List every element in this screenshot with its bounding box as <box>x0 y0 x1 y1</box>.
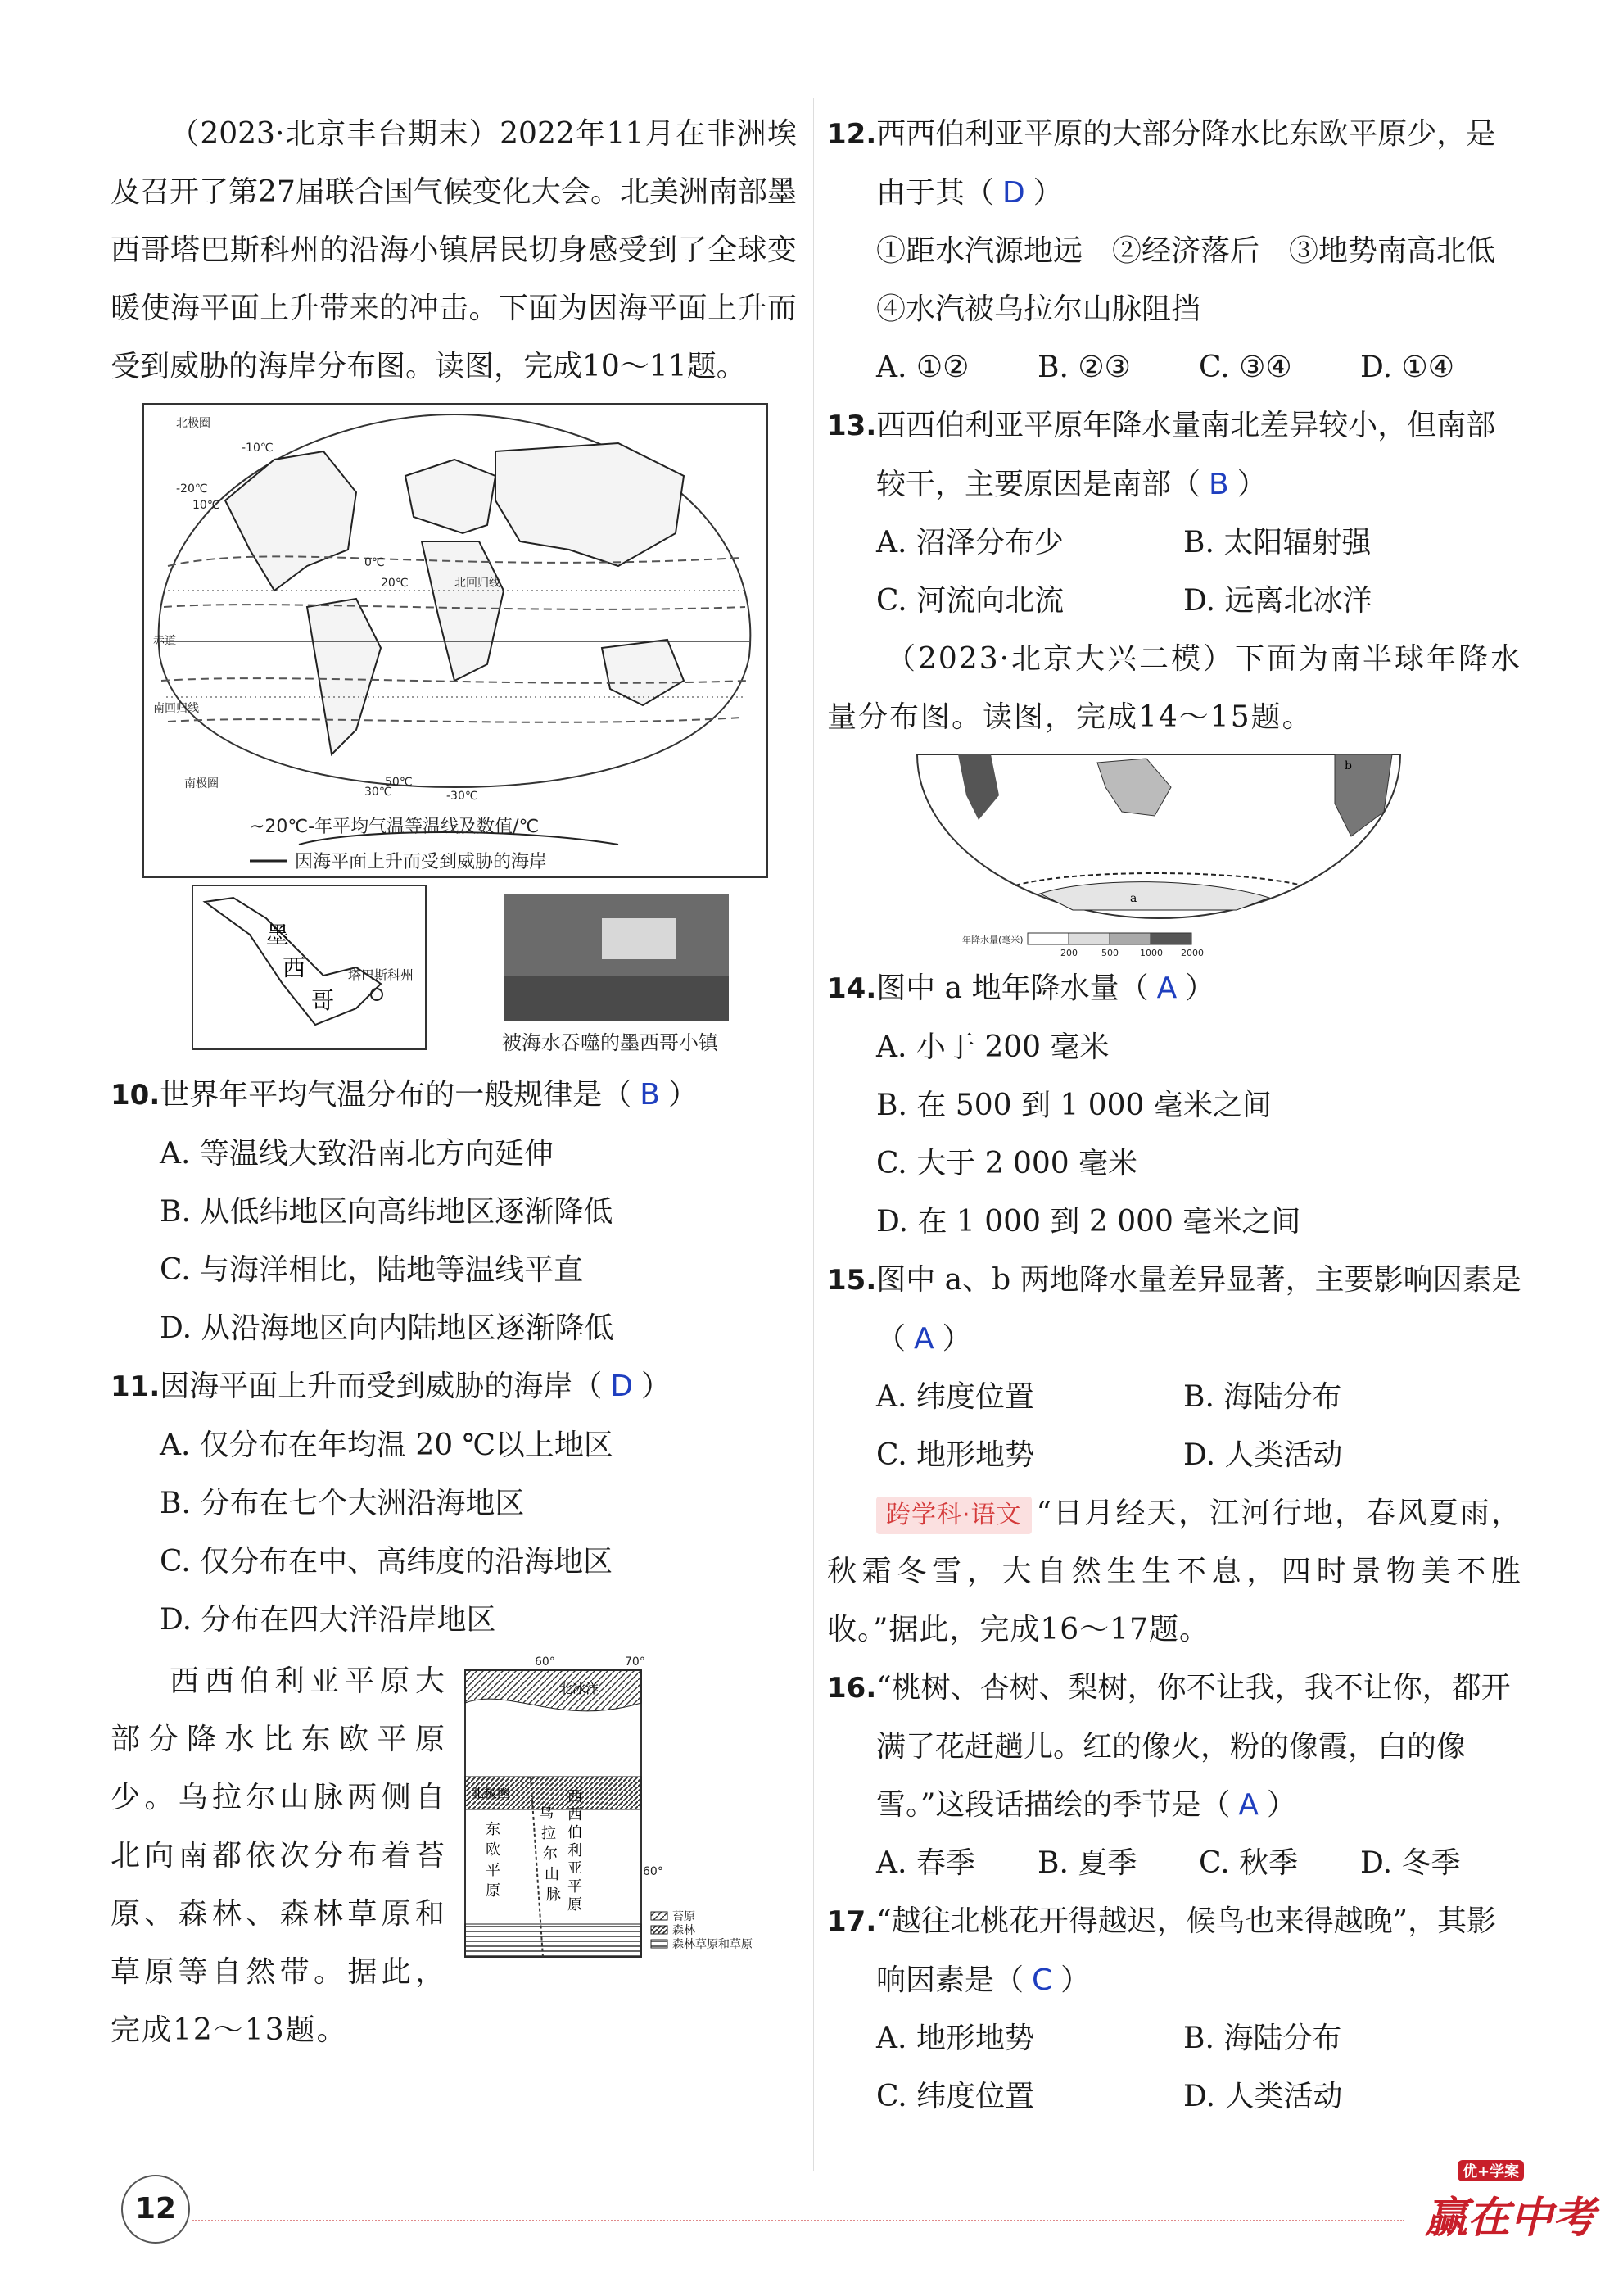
column-divider <box>813 98 814 2171</box>
question-10: 10.世界年平均气温分布的一般规律是（ B ） <box>111 1078 698 1112</box>
question-11: 11.因海平面上升而受到威胁的海岸（ D ） <box>111 1370 671 1403</box>
map2-ural-5: 脉 <box>546 1886 561 1904</box>
map2-ep-3: 平 <box>486 1862 500 1879</box>
question-16: 16.“桃树、杏树、梨树，你不让我，我不让你，都开满了花赶趟儿。红的像火，粉的像霞，白的像雪。”这段话描绘的季节是（ A ） <box>827 1671 1511 1822</box>
q11-option-a: A. 仅分布在年均温 20 ℃以上地区 <box>160 1429 613 1462</box>
q14-option-a: A. 小于 200 毫米 <box>876 1030 1110 1064</box>
cross-subject-tag: 跨学科·语文 <box>876 1497 1032 1534</box>
map2-legend-tundra: 苔原 <box>672 1910 695 1923</box>
map2-ural-1: 乌 <box>539 1805 554 1822</box>
q16-options: A. 春季 B. 夏季 C. 秋季 D. 冬季 <box>876 1846 1461 1880</box>
mexico-figures <box>111 885 797 1066</box>
q10-option-a: A. 等温线大致沿南北方向延伸 <box>160 1137 554 1171</box>
inset-label-2: 西 <box>283 954 306 981</box>
map2-deg-60-lat: 60° <box>643 1865 663 1878</box>
south-hemisphere-precip-figure <box>827 746 1521 959</box>
q14-option-b: B. 在 500 到 1 000 毫米之间 <box>876 1089 1272 1122</box>
label-0c: 0℃ <box>364 556 385 569</box>
intro-10-11: （2023·北京丰台期末）2022年11月在非洲埃及召开了第27届联合国气候变化大会。北美洲南部墨西哥塔巴斯科州的沿海小镇居民切身感受到了全球变暖使海平面上升带来的冲击。下面为因海平面上升而受到威胁的海岸分布图。读图，完成10～11题。 <box>111 117 797 383</box>
label-30c: 30℃ <box>364 786 392 799</box>
map3-tick-2000: 2000 <box>1181 948 1204 958</box>
brand-badge: 优+学案 <box>1458 2160 1524 2181</box>
map3-label-b: b <box>1345 759 1352 772</box>
map3-tick-1000: 1000 <box>1140 948 1163 958</box>
map2-ocean: 北冰洋 <box>559 1681 599 1696</box>
intro-16-17: 跨学科·语文 “日月经天，江河行地，春风夏雨，秋霜冬雪，大自然生生不息，四时景物美不胜收。”据此，完成16～17题。 <box>827 1497 1521 1646</box>
q10-option-d: D. 从沿海地区向内陆地区逐渐降低 <box>160 1311 614 1345</box>
label-minus30c: -30℃ <box>446 790 478 803</box>
question-12: 12.西西伯利亚平原的大部分降水比东欧平原少，是由于其（ D ） <box>827 117 1496 210</box>
q12-options: A. ①② B. ②③ C. ③④ D. ①④ <box>876 351 1455 384</box>
map2-legend-steppe: 森林草原和草原 <box>672 1938 753 1951</box>
intro-14-15: （2023·北京大兴二模）下面为南半球年降水量分布图。读图，完成14～15题。 <box>827 642 1521 734</box>
map2-deg-60: 60° <box>535 1655 555 1669</box>
q14-option-c: C. 大于 2 000 毫米 <box>876 1147 1138 1180</box>
legend-isotherm: ~20℃-年平均气温等温线及数值/℃ <box>250 817 540 837</box>
siberia-block <box>111 1652 797 2059</box>
q17-options-cd: C. 纬度位置 D. 人类活动 <box>876 2080 1343 2113</box>
legend-threatened-coast: 因海平面上升而受到威胁的海岸 <box>295 852 548 872</box>
label-20c: 20℃ <box>381 577 409 590</box>
answer-15: A <box>914 1322 934 1356</box>
map2-wp-7: 原 <box>567 1896 582 1913</box>
answer-17: C <box>1032 1963 1053 1997</box>
map2-ural-4: 山 <box>545 1866 559 1883</box>
label-minus10c: -10℃ <box>242 442 274 455</box>
q11-option-c: C. 仅分布在中、高纬度的沿海地区 <box>160 1545 613 1578</box>
question-15: 15.图中 a、b 两地降水量差异显著，主要影响因素是（ A ） <box>827 1263 1521 1356</box>
map2-wp-4: 利 <box>567 1842 582 1859</box>
q15-options-ab: A. 纬度位置 B. 海陆分布 <box>876 1380 1342 1414</box>
label-50c: 50℃ <box>385 776 413 789</box>
map2-arctic: 北极圈 <box>471 1785 511 1800</box>
answer-10: B <box>640 1078 660 1112</box>
map2-ural-2: 拉 <box>541 1825 556 1842</box>
q14-option-d: D. 在 1 000 到 2 000 毫米之间 <box>876 1205 1301 1239</box>
answer-11: D <box>610 1370 633 1403</box>
map2-wp-2: 西 <box>567 1806 582 1823</box>
map2-ep-4: 原 <box>486 1882 500 1900</box>
map2-wp-3: 伯 <box>567 1824 582 1841</box>
map2-ural-3: 尔 <box>543 1845 558 1863</box>
right-column <box>827 105 1526 2126</box>
question-14: 14.图中 a 地年降水量（ A ） <box>827 971 1215 1005</box>
label-antarctic-circle: 南极圈 <box>184 777 219 790</box>
south-hemisphere-precip-map <box>827 746 1521 959</box>
map2-legend-forest: 森林 <box>672 1924 695 1937</box>
world-isotherm-map <box>111 402 797 885</box>
map3-tick-500: 500 <box>1101 948 1119 958</box>
map2-wp-6: 平 <box>567 1878 582 1895</box>
answer-16: A <box>1238 1788 1259 1822</box>
label-arctic-circle: 北极圈 <box>176 417 210 430</box>
inset-state-label: 塔巴斯科州 <box>348 967 414 983</box>
page-number: 12 <box>121 2175 190 2244</box>
map2-wp-5: 亚 <box>567 1860 582 1877</box>
world-isotherm-map-figure <box>111 402 797 885</box>
q10-option-b: B. 从低纬地区向高纬地区逐渐降低 <box>160 1195 613 1229</box>
q13-options-cd: C. 河流向北流 D. 远离北冰洋 <box>876 584 1372 618</box>
mexico-inset <box>111 885 797 1066</box>
q11-option-b: B. 分布在七个大洲沿海地区 <box>160 1487 525 1520</box>
label-10c: 10℃ <box>192 499 220 512</box>
map3-label-a: a <box>1130 892 1137 905</box>
question-13: 13.西西伯利亚平原年降水量南北差异较小，但南部较干，主要原因是南部（ B ） <box>827 409 1496 501</box>
footer-line <box>192 2220 1404 2221</box>
q13-options-ab: A. 沼泽分布少 B. 太阳辐射强 <box>876 526 1372 559</box>
answer-14: A <box>1156 971 1178 1005</box>
photo-caption: 被海水吞噬的墨西哥小镇 <box>502 1031 718 1054</box>
map2-wp-1: 西 <box>567 1788 582 1805</box>
q10-option-c: C. 与海洋相比，陆地等温线平直 <box>160 1253 584 1287</box>
intro-12-13: 西西伯利亚平原大部分降水比东欧平原少。乌拉尔山脉两侧自北向南都依次分布着苔原、森林、森林草原和草原等自然带。据此，完成12～13题。 <box>111 1664 446 2047</box>
answer-13: B <box>1209 468 1229 501</box>
map3-legend-label: 年降水量(毫米) <box>962 935 1024 945</box>
brand-logo: 优+学案 赢在中考 <box>1425 2183 1595 2244</box>
label-tropic-cancer: 北回归线 <box>454 577 500 590</box>
map3-tick-200: 200 <box>1060 948 1078 958</box>
siberia-map <box>461 1654 789 1981</box>
label-equator: 赤道 <box>153 635 176 648</box>
question-17: 17.“越往北桃花开得越迟，候鸟也来得越晚”，其影响因素是（ C ） <box>827 1904 1497 1997</box>
q12-subitems: ①距水汽源地远 ②经济落后 ③地势南高北低 ④水汽被乌拉尔山脉阻挡 <box>876 234 1526 326</box>
answer-12: D <box>1002 176 1025 210</box>
q15-options-cd: C. 地形地势 D. 人类活动 <box>876 1438 1343 1472</box>
label-tropic-capricorn: 南回归线 <box>153 702 199 715</box>
inset-label-1: 墨 <box>266 922 290 949</box>
map2-ep-2: 欧 <box>486 1841 500 1859</box>
label-minus20c: -20℃ <box>176 482 208 496</box>
inset-label-3: 哥 <box>311 987 335 1014</box>
map2-ep-1: 东 <box>486 1821 500 1838</box>
q11-option-d: D. 分布在四大洋沿岸地区 <box>160 1603 496 1637</box>
map2-deg-70: 70° <box>625 1655 645 1669</box>
left-column <box>111 105 797 2059</box>
q17-options-ab: A. 地形地势 B. 海陆分布 <box>876 2022 1342 2055</box>
